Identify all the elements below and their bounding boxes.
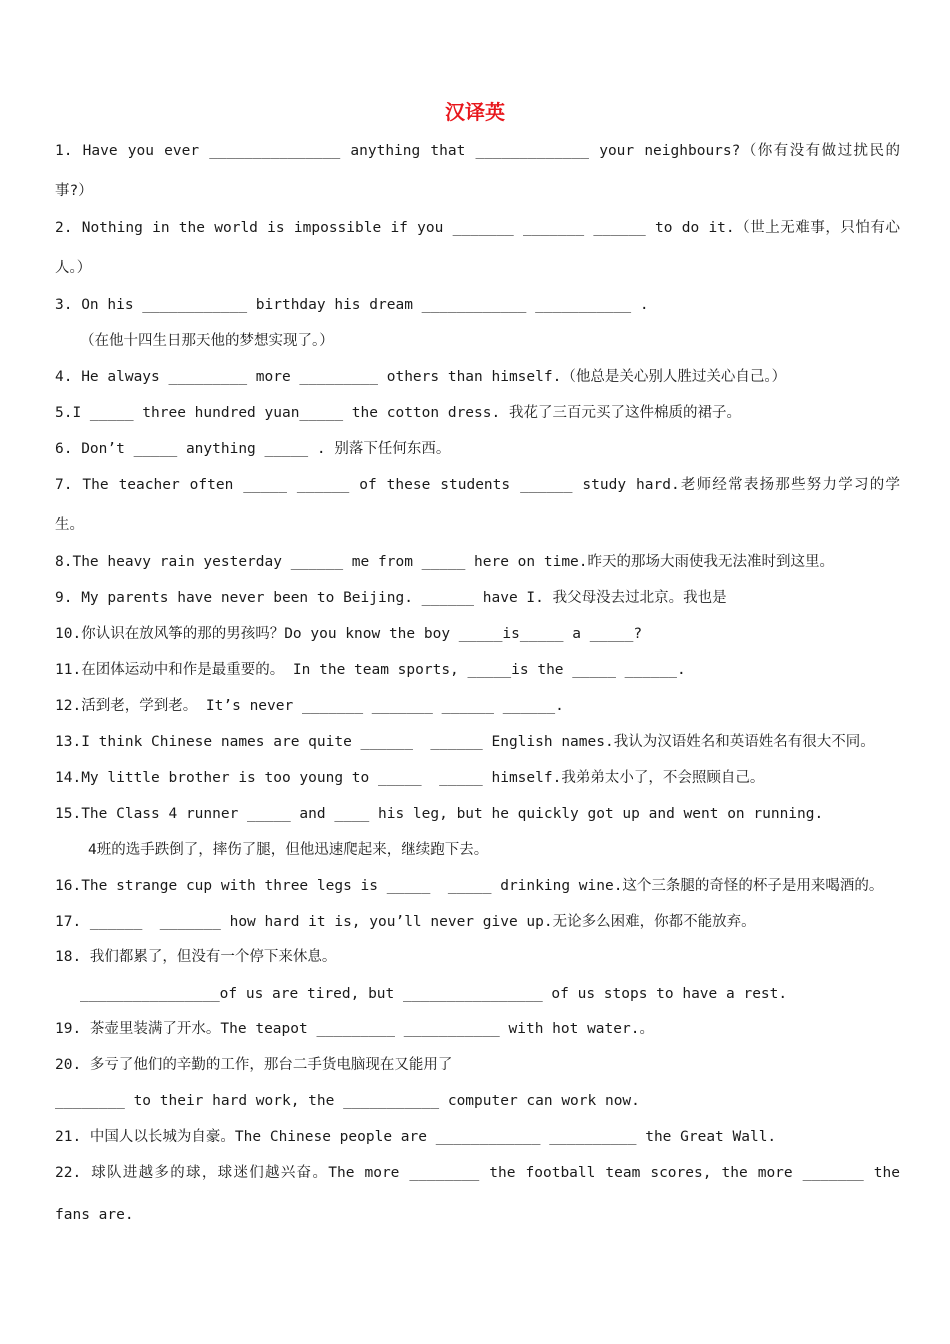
exercise-line: 13.I think Chinese names are quite ______ ______ English names.我认为汉语姓名和英语姓名有很大不同。 [55, 734, 875, 750]
exercise-line: 18. 我们都累了，但没有一个停下来休息。 [55, 949, 337, 965]
exercise-line: 21. 中国人以长城为自豪。The Chinese people are ____________ __________ the Great Wall. [55, 1129, 777, 1145]
exercise-line: 14.My little brother is too young to _____ _____ himself.我弟弟太小了，不会照顾自己。 [55, 770, 765, 786]
exercise-line: 22. 球队进越多的球，球迷们越兴奋。The more ________ the football team scores, the more _______ the [55, 1165, 900, 1181]
exercise-line: ________________of us are tired, but ________________ of us stops to have a rest. [80, 986, 788, 1002]
exercise-line: 19. 茶壶里装满了开水。The teapot _________ ___________ with hot water.。 [55, 1021, 654, 1037]
exercise-line: （在他十四生日那天他的梦想实现了。） [80, 333, 334, 349]
exercise-line: 6. Don’t _____ anything _____ . 别落下任何东西。 [55, 441, 451, 457]
page-title: 汉译英 [445, 100, 505, 124]
exercise-line: 1. Have you ever _______________ anything that _____________ your neighbours?（你有没有做过扰民的 [55, 143, 900, 159]
exercise-line: 人。） [55, 260, 92, 276]
exercise-line: 5.I _____ three hundred yuan_____ the cotton dress. 我花了三百元买了这件棉质的裙子。 [55, 405, 741, 421]
exercise-line: 2. Nothing in the world is impossible if you _______ _______ ______ to do it.（世上无难事，只怕有心 [55, 220, 900, 236]
exercise-line: 3. On his ____________ birthday his dream ____________ ___________ . [55, 297, 649, 313]
exercise-line: 8.The heavy rain yesterday ______ me from _____ here on time.昨天的那场大雨使我无法准时到这里。 [55, 554, 835, 570]
exercise-line: 20. 多亏了他们的辛勤的工作，那台二手货电脑现在又能用了 [55, 1057, 453, 1073]
exercise-line: 事?） [55, 183, 93, 199]
exercise-line: 12.活到老，学到老。 It’s never _______ _______ ______ ______. [55, 698, 564, 714]
exercise-line: 17. ______ _______ how hard it is, you’ll never give up.无论多么困难，你都不能放弃。 [55, 914, 756, 930]
exercise-line: 生。 [55, 517, 84, 533]
exercise-line: 7. The teacher often _____ ______ of these students ______ study hard.老师经常表扬那些努力学习的学 [55, 477, 900, 493]
exercise-line: 4. He always _________ more _________ others than himself.（他总是关心别人胜过关心自己。） [55, 369, 787, 385]
exercise-line: 10.你认识在放风筝的那的男孩吗？Do you know the boy _____is_____ a _____? [55, 626, 643, 642]
exercise-line: 15.The Class 4 runner _____ and ____ his leg, but he quickly got up and went on running. [55, 806, 824, 822]
exercise-line: ________ to their hard work, the ___________ computer can work now. [55, 1093, 640, 1109]
exercise-line: fans are. [55, 1207, 134, 1223]
exercise-line: 16.The strange cup with three legs is _____ _____ drinking wine.这个三条腿的奇怪的杯子是用来喝酒的。 [55, 878, 884, 894]
exercise-line: 4班的选手跌倒了，摔伤了腿，但他迅速爬起来，继续跑下去。 [88, 842, 489, 858]
exercise-line: 11.在团体运动中和作是最重要的。 In the team sports, _____is the _____ ______. [55, 662, 686, 678]
exercise-line: 9. My parents have never been to Beijing. ______ have I. 我父母没去过北京。我也是 [55, 590, 727, 606]
